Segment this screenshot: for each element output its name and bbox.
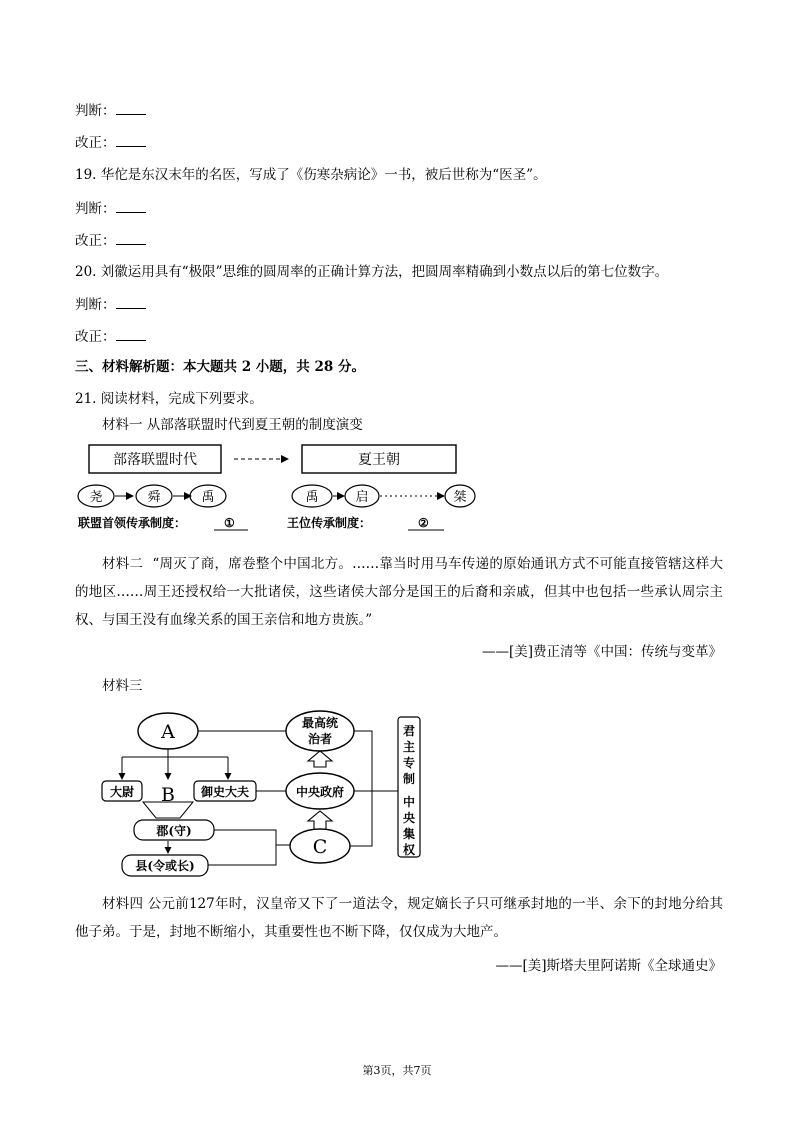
page-footer: 第3页，共7页 (362, 1064, 432, 1077)
material2-source: ——[美]费正清等《中国：传统与变革》 (481, 644, 722, 660)
side-char-8: 权 (402, 843, 416, 857)
node-qi: 启 (355, 490, 369, 505)
left-box-label: 部落联盟时代 (113, 452, 197, 468)
side-char-6: 央 (402, 811, 416, 825)
side-char-3: 专 (402, 756, 416, 770)
q18-fix-line (75, 133, 146, 153)
material4-source: ——[美]斯塔夫里阿诺斯《全球通史》 (495, 958, 722, 974)
q20-text: 20. 刘徽运用具有“极限”思维的圆周率的正确计算方法，把圆周率精确到小数点以后的第七位数字。 (75, 264, 669, 280)
answer-blank[interactable] (116, 200, 146, 213)
right-caption: 王位传承制度： (287, 516, 372, 530)
node-c: C (312, 836, 328, 858)
material3-label: 材料三 (102, 678, 143, 694)
fix-label: 改正： (75, 233, 116, 249)
judge-label: 判断： (75, 201, 116, 217)
node-shun: 舜 (147, 490, 161, 505)
material4-text: 公元前127年时，汉皇帝又下了一道法令，规定嫡长子只可继承封地的一半、余下的封地分给其他子弟。于是，封地不断缩小，其重要性也不断下降，仅仅成为大地产。 (75, 896, 723, 940)
answer-blank[interactable] (116, 102, 146, 115)
fix-label: 改正： (75, 329, 116, 345)
material2-label: 材料二 (102, 556, 144, 572)
material2-text: “周灭了商，席卷整个中国北方。……靠当时用马车传递的原始通讯方式不可能直接管辖这样大的地区……周王还授权给一大批诸侯，这些诸侯大部分是国王的后裔和亲戚，但其中也包括一些承认周宗主权、与国王没有血缘关系的国王亲信和地方贵族。” (75, 556, 723, 628)
side-char-7: 集 (402, 827, 416, 841)
side-char-1: 君 (402, 724, 416, 738)
side-char-4: 制 (402, 772, 416, 786)
q19-judge-line (75, 199, 146, 219)
side-char-5: 中 (402, 795, 416, 809)
side-char-2: 主 (402, 740, 416, 754)
material4-label: 材料四 (102, 896, 144, 912)
node-yu: 禹 (201, 490, 215, 505)
yushi-box: 御史大夫 (200, 785, 250, 799)
node-a: A (161, 721, 175, 743)
xian-box: 县(令或长) (135, 859, 195, 873)
answer-blank[interactable] (116, 328, 146, 341)
q21-text: 21. 阅读材料，完成下列要求。 (75, 391, 263, 407)
judge-label: 判断： (75, 103, 116, 119)
material1-diagram (76, 440, 476, 540)
node-b: B (161, 784, 175, 806)
dawei-box: 大尉 (109, 785, 135, 799)
jun-box: 郡(守) (156, 824, 192, 838)
supreme-line1: 最高统 (301, 716, 339, 730)
right-blank-marker: ② (418, 516, 429, 530)
right-box-label: 夏王朝 (358, 452, 400, 468)
answer-blank[interactable] (116, 232, 146, 245)
fix-label: 改正： (75, 135, 116, 151)
section3-heading: 三、材料解析题：本大题共 2 小题，共 28 分。 (75, 359, 365, 375)
left-caption: 联盟首领传承制度： (78, 516, 187, 530)
material2-paragraph (75, 550, 723, 634)
left-blank-marker: ① (224, 516, 235, 530)
judge-label: 判断： (75, 297, 116, 313)
supreme-line2: 治者 (307, 732, 333, 746)
answer-blank[interactable] (116, 296, 146, 309)
material3-diagram (100, 705, 430, 880)
material1-title: 材料一 从部落联盟时代到夏王朝的制度演变 (102, 417, 363, 433)
answer-blank[interactable] (116, 134, 146, 147)
q20-fix-line (75, 327, 146, 347)
node-yao: 尧 (89, 490, 103, 505)
central-gov: 中央政府 (295, 785, 345, 799)
q19-fix-line (75, 231, 146, 251)
material4-paragraph (75, 890, 723, 946)
node-yu-xia: 禹 (305, 490, 319, 505)
q19-text: 19. 华佗是东汉末年的名医，写成了《伤寒杂病论》一书，被后世称为“医圣”。 (75, 167, 547, 183)
q18-judge-line (75, 101, 146, 121)
node-jie: 桀 (453, 490, 467, 505)
q20-judge-line (75, 295, 146, 315)
